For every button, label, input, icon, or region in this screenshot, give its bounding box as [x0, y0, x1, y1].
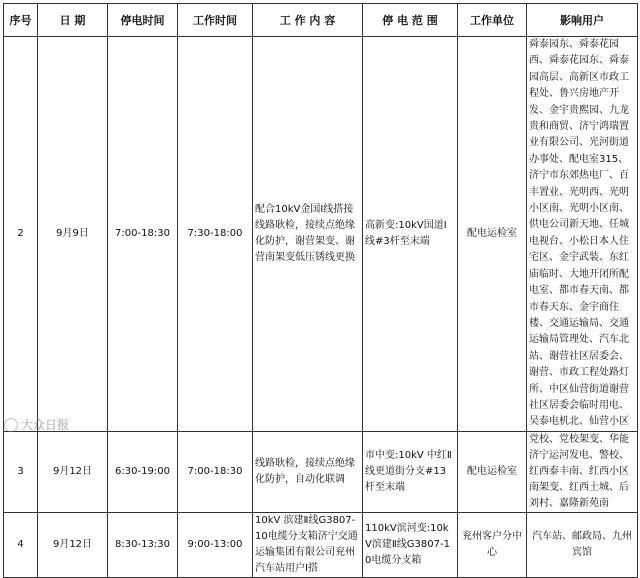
row-content: 10kV 滨建Ⅱ线G3807-10电缆分支箱济宁交通运输集团有限公司兖州汽车站用户Ⅰ搭 [253, 512, 363, 577]
watermark-logo-icon [4, 418, 18, 432]
row-content: 线路耿检，接续点绝缘化防护，自动化联调 [253, 431, 363, 512]
header-num: 序号 [4, 4, 38, 37]
row-num: 4 [4, 512, 38, 577]
row-date: 9月12日 [38, 512, 108, 577]
outage-schedule-table [3, 3, 638, 578]
row-unit: 配电运检室 [458, 37, 527, 432]
watermark-text: 大众日报 [21, 418, 70, 432]
row-range: 市中变:10kV 中红Ⅱ线更道街分支#13杆至末端 [363, 431, 458, 512]
row-unit: 配电运检室 [458, 431, 527, 512]
row-users: 舜泰园东、舜泰花园西、舜泰花园东、舜泰园高层、高新区市政工程处、鲁兴房地产开发、金宇贵熙园、九龙贵和商贸、济宁鸿瑞置业有限公司、光河街道办事处、配电室315、济宁市东郊热电厂、百丰置业、光明西、光明小区南、光明小区南、供电公司新天地、任城电视台、小松日本人住宅区、金宇武装、东红庙临时、大地开闭所配电室、都市春天南、都市春天东、金宇商住楼、交通运输局、交通运输局管理处、汽车北站、谢营社区居委会、谢营、市政工程处路灯所、中区仙营街道谢营社区居委会临时用电、吴泰电机北、仙营小区 [527, 37, 638, 432]
table-row [4, 37, 638, 432]
watermark [4, 416, 69, 433]
row-range: 110kV滨河变:10kV滨建Ⅱ线G3807-10电缆分支箱 [363, 512, 458, 577]
header-work-time: 工作时间 [178, 4, 253, 37]
row-num: 3 [4, 431, 38, 512]
header-outage-time: 停电时间 [108, 4, 178, 37]
row-range: 高新变:10kV国道Ⅰ线#3杆至末端 [363, 37, 458, 432]
row-users: 党校、党校架变、华能济宁运河发电、警校、红西泰丰南、红西小区南架变、红西土城、后刘村、嘉隆新苑南 [527, 431, 638, 512]
header-row [4, 4, 638, 37]
table-row [4, 512, 638, 577]
header-date: 日 期 [38, 4, 108, 37]
row-outage-time: 8:30-13:30 [108, 512, 178, 577]
row-work-time: 7:00-18:30 [178, 431, 253, 512]
row-unit: 兖州客户分中心 [458, 512, 527, 577]
header-users: 影响用户 [527, 4, 638, 37]
row-date: 9月9日 [38, 37, 108, 432]
row-outage-time: 6:30-19:00 [108, 431, 178, 512]
row-content: 配合10kV金国Ⅰ线搭接线路耿检，接续点绝缘化防护，谢营架变、谢营南架变低压锈线更换 [253, 37, 363, 432]
row-work-time: 9:00-13:00 [178, 512, 253, 577]
header-unit: 工作单位 [458, 4, 527, 37]
row-outage-time: 7:00-18:30 [108, 37, 178, 432]
header-content: 工 作 内 容 [253, 4, 363, 37]
table-row [4, 431, 638, 512]
row-date: 9月12日 [38, 431, 108, 512]
row-users: 汽车站、邮政局、九州宾馆 [527, 512, 638, 577]
row-num: 2 [4, 37, 38, 432]
row-work-time: 7:30-18:00 [178, 37, 253, 432]
header-range: 停 电 范 围 [363, 4, 458, 37]
